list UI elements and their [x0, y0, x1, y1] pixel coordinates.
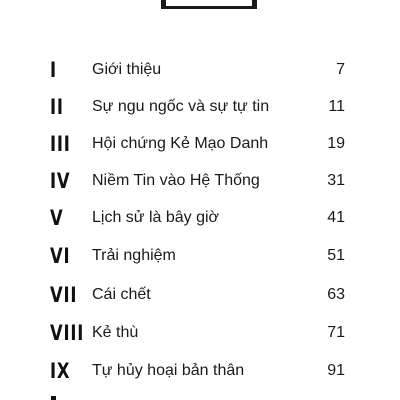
chapter-title: Trải nghiệm — [92, 247, 176, 264]
chapter-page-number: 51 — [327, 247, 345, 264]
toc-entry — [0, 166, 400, 196]
chapter-page-number: 71 — [327, 324, 345, 341]
chapter-page-number: 19 — [327, 135, 345, 152]
chapter-page-number: 63 — [327, 286, 345, 303]
chapter-page-number: 7 — [336, 61, 345, 78]
chapter-numeral: VII — [50, 283, 78, 307]
chapter-page-number: 11 — [328, 98, 345, 115]
toc-entry — [0, 318, 400, 348]
chapter-title: Niềm Tin vào Hệ Thống — [92, 172, 260, 189]
chapter-title: Hội chứng Kẻ Mạo Danh — [92, 135, 269, 152]
toc-entry — [0, 203, 400, 233]
chapter-numeral: VI — [50, 244, 71, 268]
chapter-page-number: 31 — [327, 172, 345, 189]
chapter-title: Lịch sử là bây giờ — [92, 209, 220, 226]
toc-entry — [0, 280, 400, 310]
chapter-numeral: VIII — [50, 321, 85, 345]
heading-underline — [161, 6, 257, 9]
chapter-title: Cái chết — [92, 286, 151, 303]
chapter-title: Giới thiệu — [92, 61, 162, 78]
cropped-next-numeral — [51, 396, 56, 400]
chapter-numeral: I — [50, 58, 57, 82]
chapter-page-number: 91 — [327, 362, 345, 379]
chapter-title: Kẻ thù — [92, 324, 139, 341]
toc-entry — [0, 92, 400, 122]
chapter-numeral: II — [50, 95, 64, 119]
toc-entry — [0, 356, 400, 386]
toc-entry — [0, 129, 400, 159]
toc-entry — [0, 55, 400, 85]
chapter-numeral: IV — [50, 169, 71, 193]
chapter-title: Sự ngu ngốc và sự tự tin — [92, 98, 270, 115]
chapter-numeral: III — [50, 132, 71, 156]
toc-entry — [0, 241, 400, 271]
chapter-numeral: V — [50, 206, 64, 230]
chapter-page-number: 41 — [327, 209, 345, 226]
chapter-numeral: IX — [50, 359, 71, 383]
chapter-title: Tự hủy hoại bản thân — [92, 362, 245, 379]
